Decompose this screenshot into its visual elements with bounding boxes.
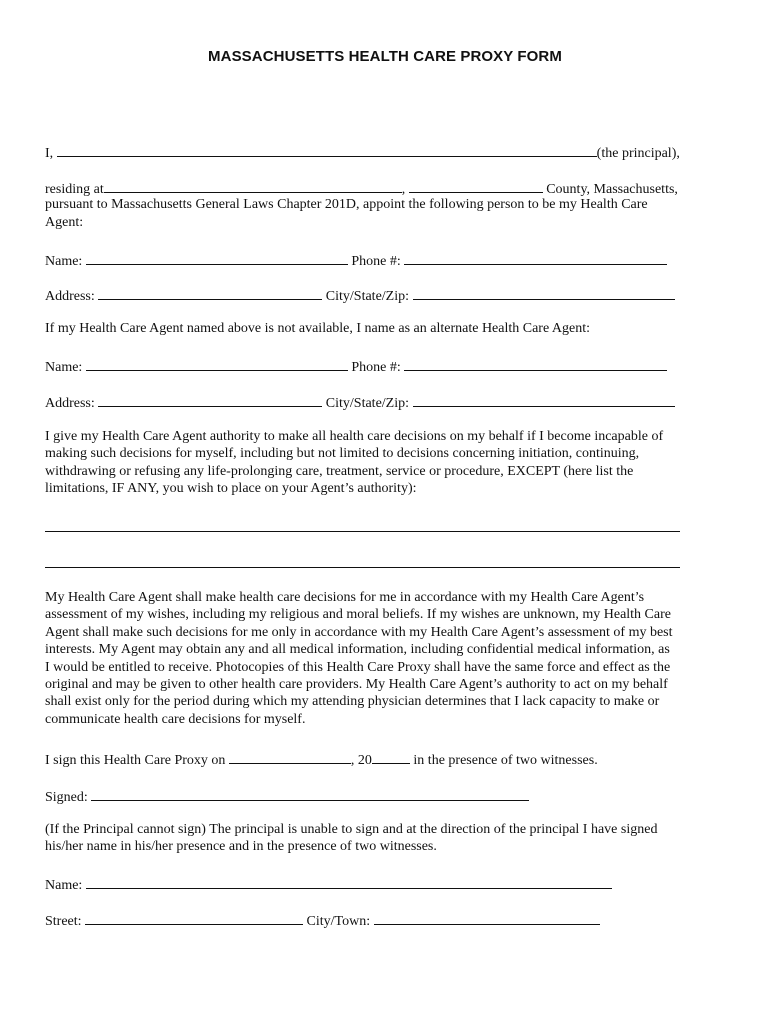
authority-line: making such decisions for myself, including but not limited to decisions concerning initiation, continuing, — [45, 446, 640, 462]
signer-city-label: City/Town: — [306, 914, 371, 929]
limitations-field-1[interactable] — [45, 531, 680, 532]
signer-name-field[interactable] — [86, 874, 612, 889]
county-field[interactable] — [409, 178, 543, 193]
county-label: County, Massachusetts, — [546, 182, 678, 197]
wishes-line: Agent shall make such decisions for me only in accordance with my Health Care Agent’s assessment of my best — [45, 624, 673, 640]
wishes-line: I would be entitled to receive. Photocopies of this Health Care Proxy shall have the same force and effect as the — [45, 659, 671, 675]
signer-city-field[interactable] — [374, 910, 600, 925]
agent-phone-field[interactable] — [404, 250, 667, 265]
sign-date-prefix: I sign this Health Care Proxy on — [45, 753, 226, 768]
alternate-phone-label: Phone #: — [351, 360, 401, 375]
signer-street-field[interactable] — [85, 910, 303, 925]
signer-street-label: Street: — [45, 914, 82, 929]
authority-line: I give my Health Care Agent authority to make all health care decisions on my behalf if I become incapable of — [45, 429, 664, 444]
signature-field[interactable] — [91, 786, 529, 801]
proxy-signer-line: his/her name in his/her presence and in the presence of two witnesses. — [45, 839, 437, 855]
principal-line — [45, 142, 680, 162]
agent-city-field[interactable] — [413, 285, 675, 300]
limitations-field-2[interactable] — [45, 567, 680, 568]
alternate-name-label: Name: — [45, 360, 83, 375]
agent-address-row — [45, 285, 675, 305]
agent-name-row — [45, 250, 667, 270]
agent-city-label: City/State/Zip: — [325, 289, 410, 304]
agent-name-label: Name: — [45, 254, 83, 269]
sign-date-suffix: in the presence of two witnesses. — [413, 753, 598, 768]
proxy-signer-paragraph — [45, 821, 725, 856]
sign-date-row — [45, 749, 598, 769]
wishes-line: shall exist only for the period during which my attending physician determines that I lack capacity to make or — [45, 694, 660, 710]
wishes-line: My Health Care Agent shall make health care decisions for me in accordance with my Health Care Agent’s — [45, 590, 645, 605]
residence-line-3: Agent: — [45, 215, 84, 230]
residence-line-2: pursuant to Massachusetts General Laws Chapter 201D, appoint the following person to be my Health Care — [45, 197, 648, 212]
page-title: MASSACHUSETTS HEALTH CARE PROXY FORM — [208, 48, 562, 65]
wishes-paragraph — [45, 589, 725, 728]
principal-prefix: I, — [45, 146, 54, 161]
alternate-address-row — [45, 392, 675, 412]
alternate-name-row — [45, 356, 667, 376]
signer-name-row — [45, 874, 612, 894]
agent-address-field[interactable] — [98, 285, 322, 300]
alternate-name-field[interactable] — [86, 356, 348, 371]
sign-year-field[interactable] — [372, 749, 410, 764]
alternate-address-label: Address: — [45, 396, 95, 411]
wishes-line: communicate health care decisions for myself. — [45, 711, 306, 727]
signer-name-label: Name: — [45, 878, 83, 893]
wishes-line: original and may be given to other health care providers. My Health Care Agent’s authority to act on my behalf — [45, 677, 668, 693]
alternate-intro: If my Health Care Agent named above is not available, I name as an alternate Health Care Agent: — [45, 321, 591, 336]
authority-paragraph — [45, 428, 725, 498]
wishes-line: assessment of my wishes, including my religious and moral beliefs. If my wishes are unknown, my Health Care — [45, 607, 671, 623]
proxy-signer-line: (If the Principal cannot sign) The principal is unable to sign and at the direction of the principal I have signed — [45, 822, 658, 837]
sign-year-prefix: , 20 — [350, 753, 372, 768]
signed-label: Signed: — [45, 790, 88, 805]
residence-address-field[interactable] — [104, 178, 402, 193]
residence-line — [45, 178, 678, 198]
agent-address-label: Address: — [45, 289, 95, 304]
alternate-phone-field[interactable] — [404, 356, 667, 371]
signer-street-row — [45, 910, 600, 930]
agent-name-field[interactable] — [86, 250, 348, 265]
authority-line: withdrawing or refusing any life-prolonging care, treatment, service or procedure, EXCEPT (here list the — [45, 463, 634, 479]
residing-label: residing at — [45, 182, 104, 197]
principal-suffix: (the principal), — [596, 146, 680, 161]
authority-line: limitations, IF ANY, you wish to place on your Agent’s authority): — [45, 481, 417, 497]
alternate-address-field[interactable] — [98, 392, 322, 407]
sign-date-field[interactable] — [229, 749, 351, 764]
principal-name-field[interactable] — [57, 142, 597, 157]
residence-comma: , — [401, 182, 406, 197]
agent-phone-label: Phone #: — [351, 254, 401, 269]
signed-row — [45, 786, 529, 806]
alternate-city-field[interactable] — [413, 392, 675, 407]
wishes-line: interests. My Agent may obtain any and all medical information, including confidential medical information, as — [45, 642, 670, 658]
alternate-city-label: City/State/Zip: — [325, 396, 410, 411]
